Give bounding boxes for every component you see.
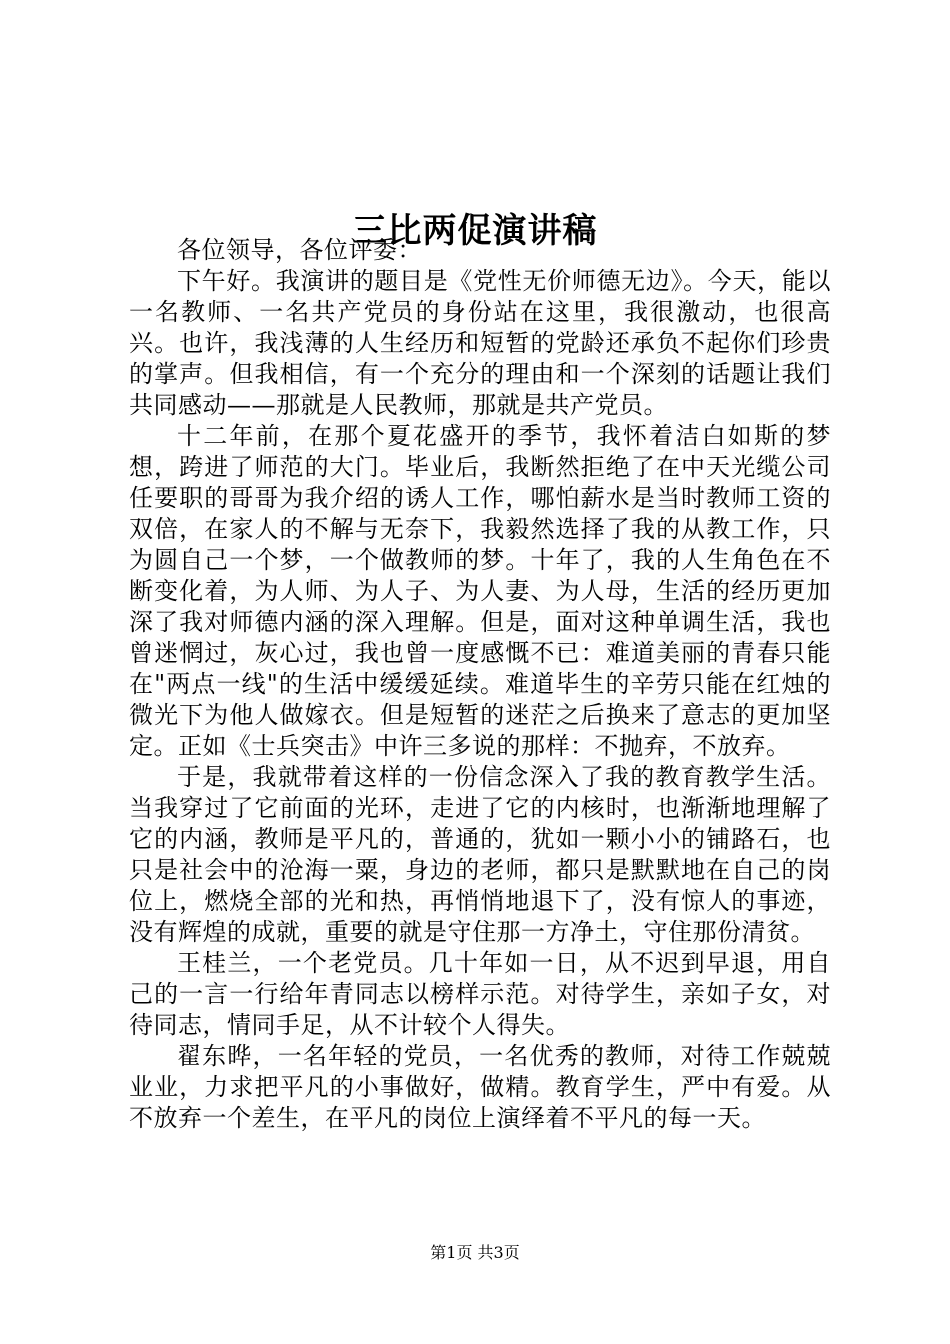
- page-footer: 第1页 共3页: [430, 1243, 520, 1262]
- document-title: 三比两促演讲稿: [352, 210, 598, 251]
- document-body: [129, 235, 831, 1134]
- paragraph-greeting: 各位领导，各位评委：: [177, 236, 422, 264]
- paragraph-zhai-dongye: 翟东晔，一名年轻的党员，一名优秀的教师，对待工作兢兢业业，力求把平凡的小事做好，做精。教育学生，严中有爱。从不放弃一个差生，在平凡的岗位上演绎着不平凡的每一天。: [129, 1042, 831, 1132]
- paragraph-intro: 下午好。我演讲的题目是《党性无价师德无边》。今天，能以一名教师、一名共产党员的身份站在这里，我很激动，也很高兴。也许，我浅薄的人生经历和短暂的党龄还承负不起你们珍贵的掌声。但我相信，有一个充分的理由和一个深刻的话题让我们共同感动——那就是人民教师，那就是共产党员。: [129, 267, 831, 419]
- paragraph-so-then: 于是，我就带着这样的一份信念深入了我的教育教学生活。当我穿过了它前面的光环，走进了它的内核时，也渐渐地理解了它的内涵，教师是平凡的，普通的，犹如一颗小小的铺路石，也只是社会中的沧海一粟，身边的老师，都只是默默地在自己的岗位上，燃烧全部的光和热，再悄悄地退下了，没有惊人的事迹，没有辉煌的成就，重要的就是守住那一方净土，守住那份清贫。: [129, 763, 831, 946]
- paragraph-twelve-years-ago: 十二年前，在那个夏花盛开的季节，我怀着洁白如斯的梦想，跨进了师范的大门。毕业后，我断然拒绝了在中天光缆公司任要职的哥哥为我介绍的诱人工作，哪怕薪水是当时教师工资的双倍，在家人的不解与无奈下，我毅然选择了我的从教工作，只为圆自己一个梦，一个做教师的梦。十年了，我的人生角色在不断变化着，为人师、为人子、为人妻、为人母，生活的经历更加深了我对师德内涵的深入理解。但是，面对这种单调生活，我也曾迷惘过，灰心过，我也曾一度感慨不已：难道美丽的青春只能在"两点一线"的生活中缓缓延续。难道毕生的辛劳只能在红烛的微光下为他人做嫁衣。但是短暂的迷茫之后换来了意志的更加坚定。正如《士兵突击》中许三多说的那样：不抛弃，不放弃。: [129, 422, 831, 760]
- paragraph-wang-guilan: 王桂兰，一个老党员。几十年如一日，从不迟到早退，用自己的一言一行给年青同志以榜样示范。对待学生，亲如子女，对待同志，情同手足，从不计较个人得失。: [129, 949, 831, 1039]
